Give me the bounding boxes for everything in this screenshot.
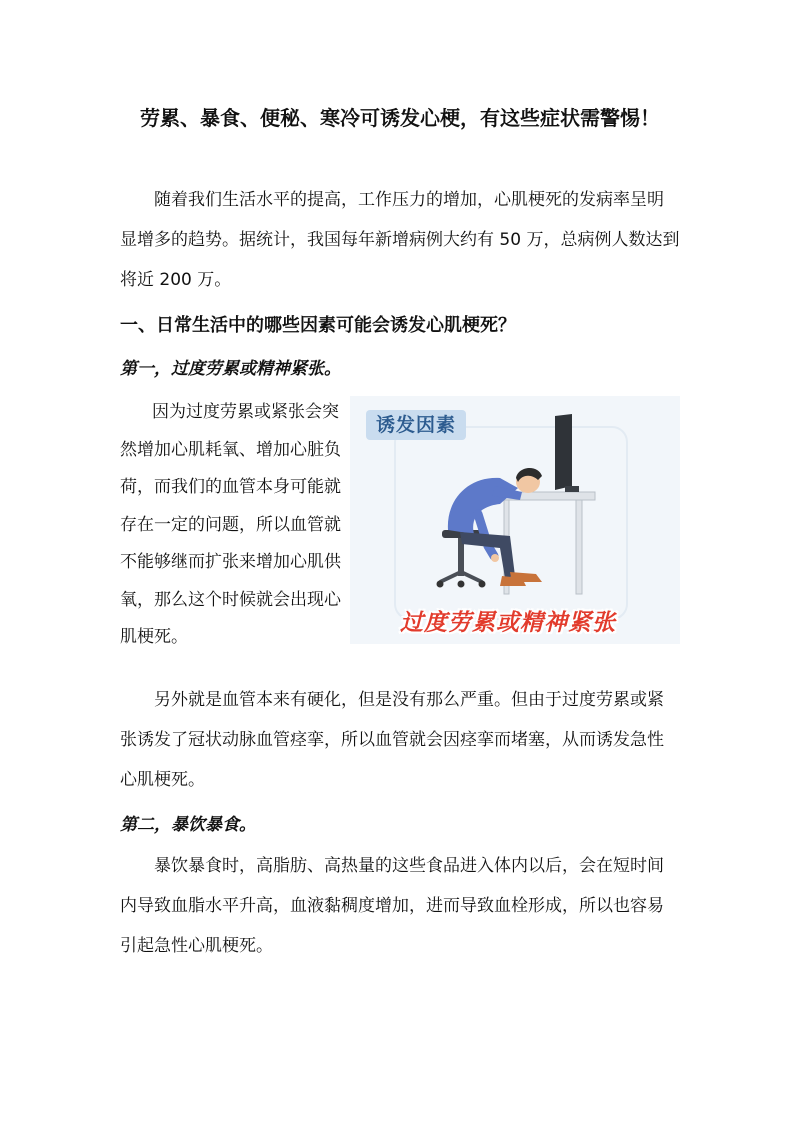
monitor-stand (565, 486, 579, 492)
chair-wheel (479, 581, 486, 588)
worker-hand (491, 554, 499, 562)
monitor (555, 414, 572, 490)
chair-wheel (458, 581, 465, 588)
factor2-heading: 第二，暴饮暴食。 (120, 815, 256, 835)
factor1-heading: 第一，过度劳累或精神紧张。 (120, 359, 341, 379)
page-title: 劳累、暴食、便秘、寒冷可诱发心梗，有这些症状需警惕！ (140, 106, 660, 130)
figure-banner: 过度劳累或精神紧张 (400, 610, 616, 636)
figure-tag: 诱发因素 (366, 410, 466, 440)
fatigue-illustration (350, 396, 680, 644)
factor1-paragraph: 因为过度劳累或紧张会突然增加心肌耗氧、增加心脏负荷，而我们的血管本身可能就存在一定的问题，所以血管就不能够继而扩张来增加心肌供氧，那么这个时候就会出现心肌梗死。 (120, 402, 341, 647)
factor1-paragraph-2: 另外就是血管本来有硬化，但是没有那么严重。但由于过度劳累或紧张诱发了冠状动脉血管痉挛，所以血管就会因痉挛而堵塞，从而诱发急性心肌梗死。 (120, 690, 664, 790)
factor2-paragraph: 暴饮暴食时，高脂肪、高热量的这些食品进入体内以后，会在短时间内导致血脂水平升高，血液黏稠度增加，进而导致血栓形成，所以也容易引起急性心肌梗死。 (120, 856, 664, 956)
chair-wheel (437, 581, 444, 588)
section-heading: 一、日常生活中的哪些因素可能会诱发心肌梗死？ (120, 315, 516, 336)
desk-leg (576, 500, 582, 594)
worker-shoe (510, 572, 542, 582)
worker-legs (460, 532, 515, 578)
intro-paragraph: 随着我们生活水平的提高，工作压力的增加，心肌梗死的发病率呈明显增多的趋势。据统计，我国每年新增病例大约有 50 万，总病例人数达到将近 200 万。 (120, 190, 680, 290)
